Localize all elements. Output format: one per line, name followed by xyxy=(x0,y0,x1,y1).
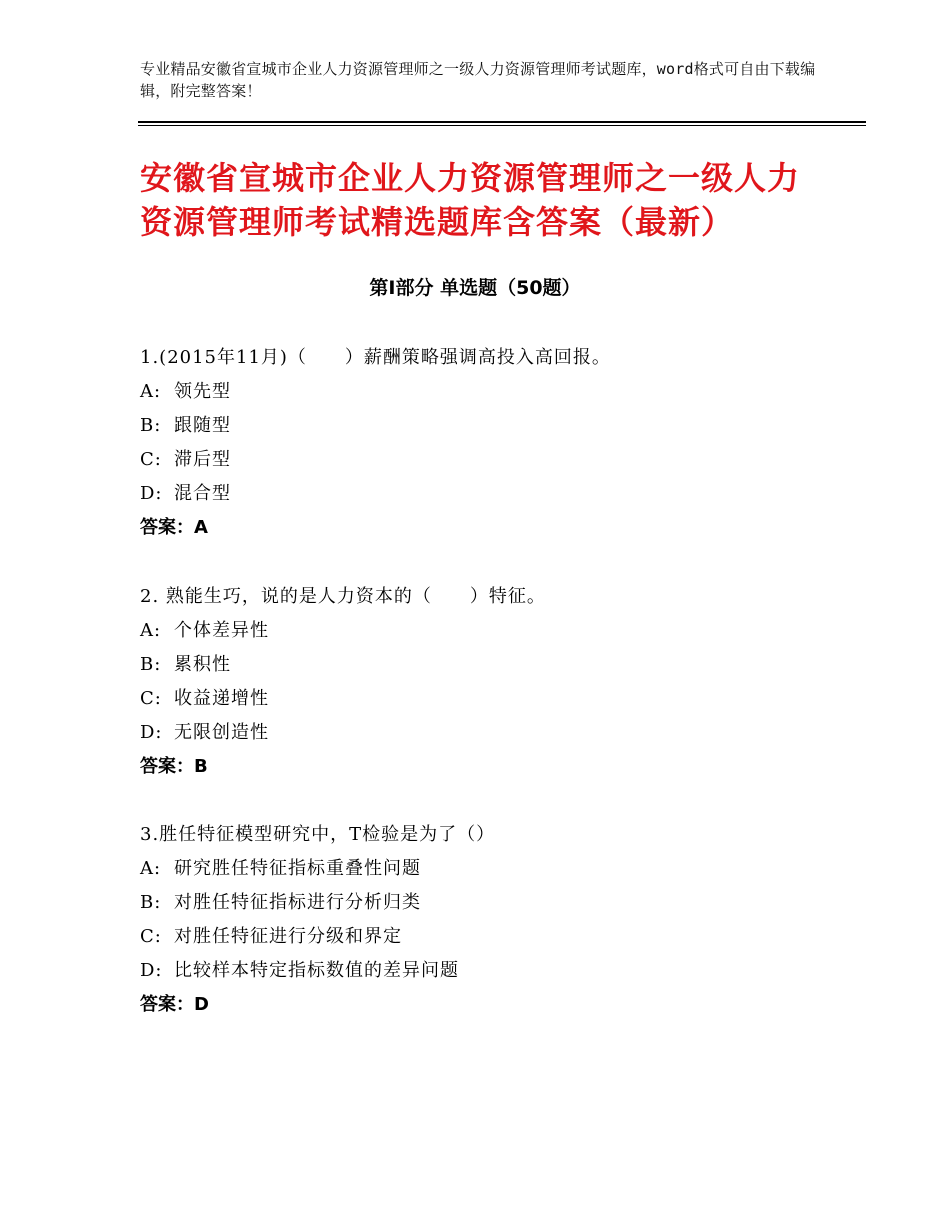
option-text: 领先型 xyxy=(174,381,231,402)
question-2 xyxy=(140,580,840,784)
option-b xyxy=(140,409,840,443)
option-text: 累积性 xyxy=(174,654,231,675)
document-title: 安徽省宣城市企业人力资源管理师之一级人力资源管理师考试精选题库含答案（最新） xyxy=(140,159,801,241)
option-text: 研究胜任特征指标重叠性问题 xyxy=(174,858,421,879)
question-stem: 2. 熟能生巧，说的是人力资本的（ ）特征。 xyxy=(140,586,546,607)
question-stem: 3.胜任特征模型研究中，T检验是为了（） xyxy=(140,824,496,845)
option-text: 无限创造性 xyxy=(174,722,269,743)
option-a xyxy=(140,614,840,648)
option-text: 混合型 xyxy=(174,483,231,504)
option-letter: A: xyxy=(140,620,162,641)
option-text: 对胜任特征指标进行分析归类 xyxy=(174,892,421,913)
option-d xyxy=(140,477,840,511)
option-letter: A: xyxy=(140,381,162,402)
option-letter: C: xyxy=(140,449,162,470)
option-b xyxy=(140,648,840,682)
option-text: 滞后型 xyxy=(174,449,231,470)
option-c xyxy=(140,920,840,954)
option-c xyxy=(140,443,840,477)
option-text: 比较样本特定指标数值的差异问题 xyxy=(174,960,459,981)
option-letter: C: xyxy=(140,926,162,947)
option-letter: D: xyxy=(140,722,163,743)
answer-line: 答案：A xyxy=(140,517,208,538)
option-text: 跟随型 xyxy=(174,415,231,436)
option-c xyxy=(140,682,840,716)
section-heading: 第Ⅰ部分 单选题（50题） xyxy=(369,277,581,299)
option-letter: D: xyxy=(140,483,163,504)
option-letter: D: xyxy=(140,960,163,981)
option-b xyxy=(140,886,840,920)
header-rule-thin xyxy=(138,125,866,126)
option-letter: A: xyxy=(140,858,162,879)
option-text: 个体差异性 xyxy=(174,620,269,641)
option-text: 对胜任特征进行分级和界定 xyxy=(174,926,402,947)
option-d xyxy=(140,954,840,988)
option-d xyxy=(140,716,840,750)
option-text: 收益递增性 xyxy=(174,688,269,709)
header-note: 专业精品安徽省宣城市企业人力资源管理师之一级人力资源管理师考试题库，word格式可自由下载编辑，附完整答案！ xyxy=(140,60,816,100)
option-letter: B: xyxy=(140,415,162,436)
option-letter: C: xyxy=(140,688,162,709)
option-a xyxy=(140,375,840,409)
question-3 xyxy=(140,818,840,1022)
option-letter: B: xyxy=(140,892,162,913)
answer-line: 答案：B xyxy=(140,756,208,777)
question-stem: 1.(2015年11月)（ ）薪酬策略强调高投入高回报。 xyxy=(140,347,611,368)
answer-line: 答案：D xyxy=(140,994,209,1015)
question-1 xyxy=(140,341,840,545)
option-letter: B: xyxy=(140,654,162,675)
header-rule-thick xyxy=(138,121,866,123)
option-a xyxy=(140,852,840,886)
